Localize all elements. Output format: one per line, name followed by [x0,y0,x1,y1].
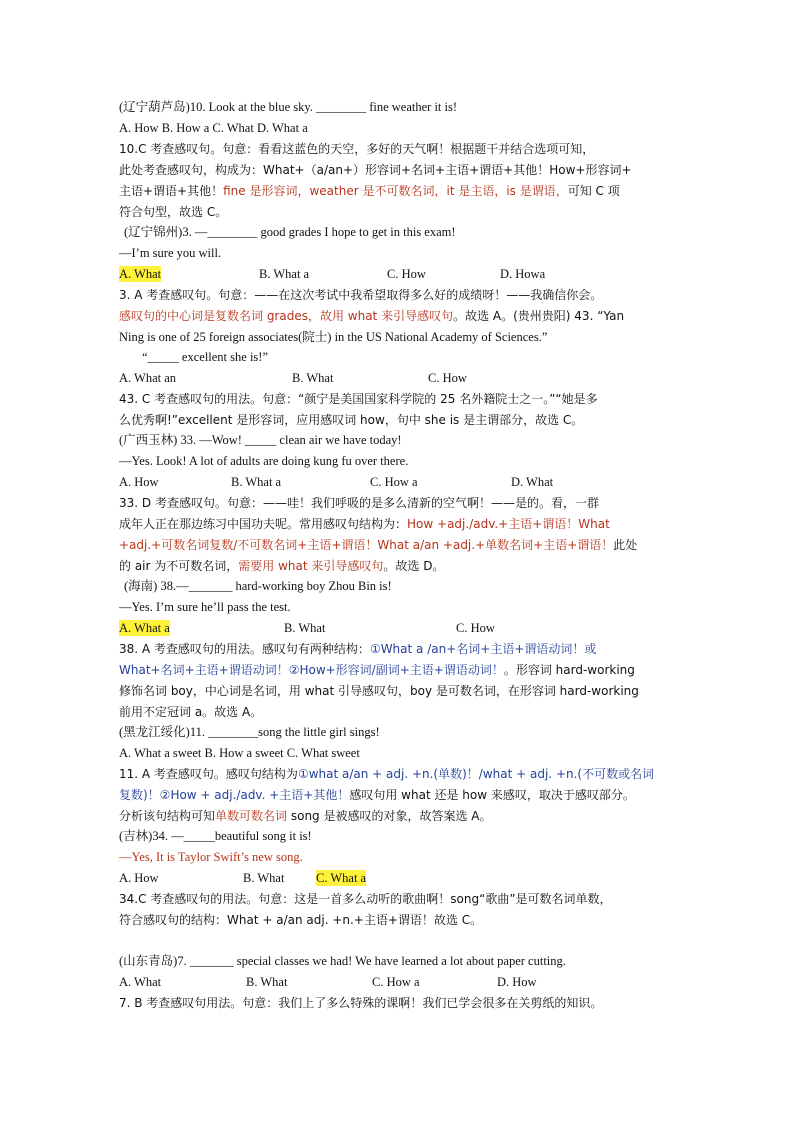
question-33-explanation-line2: 成年人正在那边练习中国功夫呢。常用感叹句结构为：How +adj./adv.+主语+谓语！What [119,517,610,531]
question-43-blank: “_____ excellent she is!” [142,350,268,364]
question-10-explanation-line2: 此处考查感叹句，构成为：What+（a/an+）形容词+名词+主语+谓语+其他！How+形容词+ [119,163,632,177]
question-7-options [119,974,679,990]
option-b: B. What [292,371,334,385]
red-text: 单数可数名词 [215,809,288,823]
question-43-options [119,370,679,386]
question-11-explanation-line3: 分析该句结构可知单数可数名词 song 是被感叹的对象，故答案选 A。 [119,809,492,823]
red-text: 需要用 what 来引导感叹句 [238,559,384,573]
question-33-options [119,474,679,490]
question-34-response: —Yes, It is Taylor Swift’s new song. [119,850,303,864]
question-34-stem: (吉林)34. —_____beautiful song it is! [119,829,312,843]
option-c: C. How a [370,475,418,489]
question-38-options [119,620,679,636]
red-text: +adj.+可数名词复数/不可数名词+主语+谓语！ [119,538,378,552]
option-c: C. How [428,371,467,385]
question-10-options: A. How B. How a C. What D. What a [119,121,308,135]
option-a: A. What an [119,371,177,385]
question-33-explanation-line1: 33. D 考查感叹句。句意：——哇！我们呼吸的是多么清新的空气啊！——是的。看，一群 [119,496,599,510]
question-43-stem: Ning is one of 25 foreign associates(院士) in the US National Academy of Sciences.” [119,330,548,344]
option-b: B. What [246,975,288,989]
option-d: D. How [497,975,537,989]
question-34-options [119,870,679,886]
option-b: B. What [243,871,285,885]
option-c: C. How [387,267,426,281]
option-c: C. How [456,621,495,635]
option-d: D. Howa [500,267,546,281]
red-text: What a/an +adj.+单数名词+主语+谓语！ [377,538,614,552]
question-38-response: —Yes. I’m sure he’ll pass the test. [119,600,291,614]
question-43-explanation-line1: 43. C 考查感叹句的用法。句意：“颜宁是美国国家科学院的 25 名外籍院士之一。”“她是多 [119,392,598,406]
option-a: A. How [119,475,159,489]
option-b: B. What a [259,267,310,281]
question-11-options: A. What a sweet B. How a sweet C. What sweet [119,746,360,760]
question-33-response: —Yes. Look! A lot of adults are doing kung fu over there. [119,454,409,468]
question-34-explanation-line2: 符合感叹句的结构：What + a/an adj. +n.+主语+谓语！故选 C。 [119,913,483,927]
question-11-explanation-line1: 11. A 考查感叹句。感叹句结构为①what a/an + adj. +n.(单数)！/what + adj. +n.(不可数或名词 [119,767,655,781]
blue-text: ①what a/an + adj. +n.(单数)！/what + adj. +n.(不可数或名词 [297,767,655,781]
question-11-stem: (黑龙江绥化)11. ________song the little girl sings! [119,725,380,739]
question-38-explanation-line3: 修饰名词 boy，中心词是名词，用 what 引导感叹句，boy 是可数名词，在形容词 hard-working [119,684,639,698]
red-text: How +adj./adv.+主语+谓语！What [407,517,610,531]
blue-text: 复数)！②How + adj./adv. +主语+其他！ [119,788,350,802]
question-38-stem: (海南) 38.—_______ hard-working boy Zhou Bin is! [124,579,392,593]
red-text: 感叹句的中心词是复数名词 grades，故用 what 来引导感叹句 [119,309,454,323]
question-10-stem: (辽宁葫芦岛)10. Look at the blue sky. ________ fine weather it is! [119,100,458,114]
question-33-stem: (广西玉林) 33. —Wow! _____ clean air we have today! [119,433,402,447]
option-d: D. What [511,475,554,489]
red-text: fine 是形容词，weather 是不可数名词，it 是主语，is 是谓语， [223,184,568,198]
option-a-highlighted: A. What [119,267,162,281]
question-33-explanation-line4: 的 air 为不可数名词，需要用 what 来引导感叹句。故选 D。 [119,559,445,573]
blue-text: ①What a /an+名词+主语+谓语动词！或 [369,642,597,656]
option-c: C. How a [372,975,420,989]
question-3-explanation-line2: 感叹句的中心词是复数名词 grades，故用 what 来引导感叹句。故选 A。(贵州贵阳) 43. “Yan [119,309,625,323]
question-34-explanation-line1: 34.C 考查感叹句的用法。句意：这是一首多么动听的歌曲啊！song“歌曲”是可数名词单数， [119,892,612,906]
question-7-stem: (山东青岛)7. _______ special classes we had! We have learned a lot about paper cutting. [119,954,566,968]
option-b: B. What a [231,475,282,489]
question-10-explanation-line1: 10.C 考查感叹句。句意：看看这蓝色的天空，多好的天气啊！根据题干并结合选项可知， [119,142,595,156]
question-10-explanation-line4: 符合句型，故选 C。 [119,205,228,219]
question-10-explanation-line3: 主语+谓语+其他！fine 是形容词，weather 是不可数名词，it 是主语，is 是谓语，可知 C 项 [119,184,620,198]
question-3-explanation-line1: 3. A 考查感叹句。句意：——在这次考试中我希望取得多么好的成绩呀！——我确信你会。 [119,288,603,302]
question-11-explanation-line2: 复数)！②How + adj./adv. +主语+其他！感叹句用 what 还是 how 来感叹，取决于感叹部分。 [119,788,635,802]
question-38-explanation-line2: What+名词+主语+谓语动词！②How+形容词/副词+主语+谓语动词！。形容词 hard-working [119,663,635,677]
question-3-options [119,266,679,282]
option-a-highlighted: A. What a [119,621,170,635]
question-43-explanation-line2: 么优秀啊!”excellent 是形容词，应用感叹词 how，句中 she is 是主谓部分，故选 C。 [119,413,584,427]
option-a: A. How [119,871,159,885]
option-c-highlighted: C. What a [316,871,367,885]
question-7-explanation-line1: 7. B 考查感叹句用法。句意：我们上了多么特殊的课啊！我们已学会很多在关剪纸的知识。 [119,996,603,1010]
question-3-stem: (辽宁锦州)3. —________ good grades I hope to get in this exam! [124,225,456,239]
option-b: B. What [284,621,326,635]
option-a: A. What [119,975,162,989]
blue-text: What+名词+主语+谓语动词！②How+形容词/副词+主语+谓语动词！ [119,663,504,677]
question-33-explanation-line3: +adj.+可数名词复数/不可数名词+主语+谓语！What a/an +adj.+单数名词+主语+谓语！此处 [119,538,638,552]
question-3-response: —I’m sure you will. [119,246,222,260]
question-38-explanation-line4: 前用不定冠词 a。故选 A。 [119,705,263,719]
question-38-explanation-line1: 38. A 考查感叹句的用法。感叹句有两种结构：①What a /an+名词+主语+谓语动词！或 [119,642,597,656]
